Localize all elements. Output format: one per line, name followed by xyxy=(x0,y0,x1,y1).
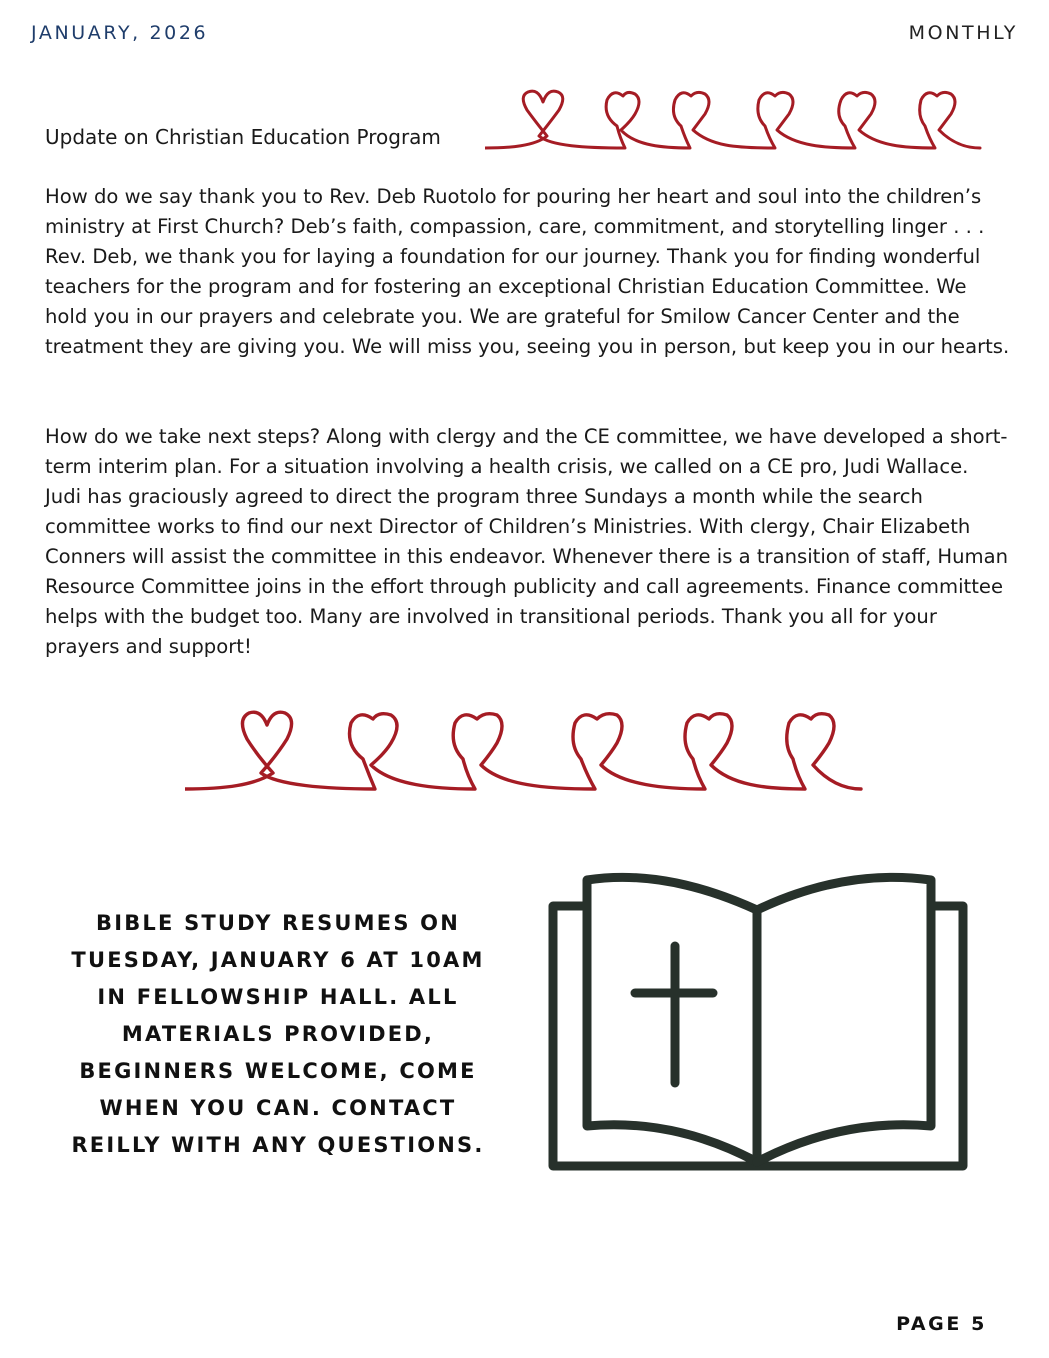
hearts-line-icon xyxy=(185,705,865,797)
bible-study-announcement: BIBLE STUDY RESUMES ON TUESDAY, JANUARY 6 AT 10AM IN FELLOWSHIP HALL. ALL MATERIALS PROVIDED, BEGINNERS WELCOME, COME WHEN YOU CAN. CONTACT REILLY WITH ANY QUESTIONS. xyxy=(71,911,485,1157)
header-date: JANUARY, 2026 xyxy=(31,22,209,44)
article-paragraph: How do we say thank you to Rev. Deb Ruotolo for pouring her heart and soul into the children’s ministry at First Church? Deb’s faith, compassion, care, commitment, and storytelling linger . . . Rev. Deb, we thank you for laying a foundation for our journey. Thank you for finding wonderful teachers for the program and for fostering an exceptional Christian Education Committee. We hold you in our prayers and celebrate you. We are grateful for Smilow Cancer Center and the treatment they are giving you. We will miss you, seeing you in person, but keep you in our hearts. xyxy=(45,185,1010,358)
open-bible-icon xyxy=(545,868,970,1178)
article-title: Update on Christian Education Program xyxy=(45,125,441,149)
hearts-line-icon xyxy=(485,86,985,156)
header-publication-type: MONTHLY xyxy=(908,22,1018,44)
page-number: PAGE 5 xyxy=(896,1313,987,1335)
article-paragraph: How do we take next steps? Along with clergy and the CE committee, we have developed a short-term interim plan. For a situation involving a health crisis, we called on a CE pro, Judi Wallace. Judi has graciously agreed to direct the program three Sundays a month while the search committee works to find our next Director of Children’s Ministries. With clergy, Chair Elizabeth Conners will assist the committee in this endeavor. Whenever there is a transition of staff, Human Resource Committee joins in the effort through publicity and call agreements. Finance committee helps with the budget too. Many are involved in transitional periods. Thank you all for your prayers and support! xyxy=(45,425,1009,658)
